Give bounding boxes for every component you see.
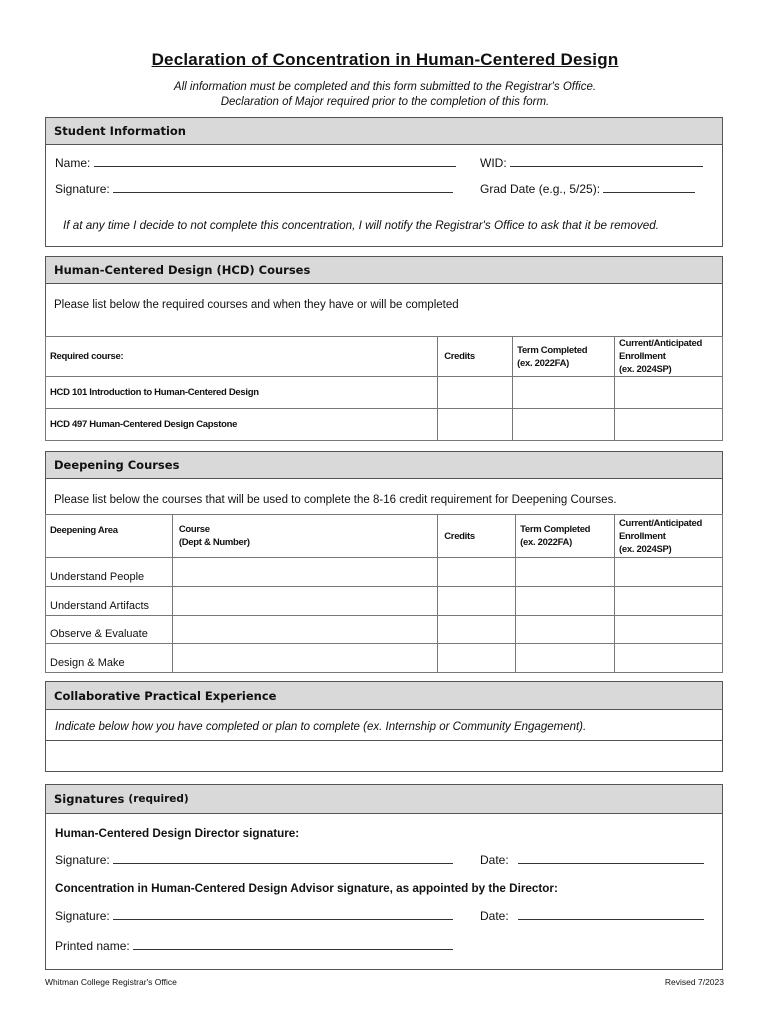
deepening-term-cell[interactable] (516, 644, 615, 673)
table-row (46, 644, 723, 673)
deepening-col-term-completed (516, 515, 615, 558)
wid-label: WID: (480, 156, 507, 170)
hcd-enrollment-label-1: Current/Anticipated (619, 338, 703, 349)
deepening-enrollment-cell[interactable] (615, 644, 723, 673)
table-row (46, 377, 723, 409)
director-title: Human-Centered Design Director signature: (55, 827, 300, 840)
student-signature-label: Signature: (55, 182, 110, 196)
deepening-col-credits: Credits (438, 515, 516, 558)
subtitle-line-1: All information must be completed and this form submitted to the Registrar's Office. (173, 81, 597, 93)
deepening-instructions: Please list below the courses that will be used to complete the 8-16 credit requirement for Deepening Courses. (54, 494, 617, 506)
director-signature-field[interactable] (55, 852, 453, 867)
director-date-field[interactable] (480, 852, 704, 867)
advisor-date-label: Date: (480, 909, 509, 923)
director-date-label: Date: (480, 853, 509, 867)
collab-instructions: Indicate below how you have completed or plan to complete (ex. Internship or Community Engagement). (55, 721, 587, 733)
table-row (46, 558, 723, 587)
advisor-signature-label: Signature: (55, 909, 110, 923)
grad-date-field[interactable] (480, 181, 695, 196)
deepening-area-observe-evaluate: Observe & Evaluate (46, 616, 173, 644)
deepening-credits-cell[interactable] (438, 558, 516, 587)
deepening-table-header-row (46, 515, 723, 558)
hcd-term-completed-label: Term Completed (517, 344, 588, 356)
deepening-enrollment-cell[interactable] (615, 616, 723, 644)
advisor-date-field[interactable] (480, 908, 704, 923)
hcd-101-term-cell[interactable] (513, 377, 615, 409)
director-signature-label: Signature: (55, 853, 110, 867)
deepening-term-completed-example: (ex. 2022FA) (520, 537, 572, 548)
hcd-497-credits-cell[interactable] (438, 409, 513, 441)
hcd-497-term-cell[interactable] (513, 409, 615, 441)
footer-revised: Revised 7/2023 (664, 977, 724, 987)
deepening-area-understand-artifacts: Understand Artifacts (46, 587, 173, 616)
hcd-col-enrollment (615, 337, 723, 377)
table-row (46, 587, 723, 616)
printed-name-label: Printed name: (55, 939, 130, 953)
student-info-header: Student Information (46, 118, 722, 145)
deepening-course-sublabel: (Dept & Number) (178, 537, 250, 548)
hcd-enrollment-example: (ex. 2024SP) (619, 364, 672, 375)
deepening-area-design-make: Design & Make (46, 644, 173, 673)
deepening-enrollment-cell[interactable] (615, 558, 723, 587)
hcd-instructions: Please list below the required courses and when they have or will be completed (54, 299, 459, 311)
hcd-101-credits-cell[interactable] (438, 377, 513, 409)
deepening-col-enrollment (615, 515, 723, 558)
hcd-101-enrollment-cell[interactable] (615, 377, 723, 409)
advisor-title: Concentration in Human-Centered Design Advisor signature, as appointed by the Director: (55, 882, 558, 895)
hcd-col-required-course: Required course: (46, 337, 438, 377)
name-label: Name: (55, 156, 91, 170)
page-title: Declaration of Concentration in Human-Centered Design (151, 50, 619, 69)
name-field[interactable] (55, 155, 456, 170)
hcd-course-497: HCD 497 Human-Centered Design Capstone (46, 409, 438, 441)
hcd-table-header-row (46, 337, 723, 377)
table-row (46, 409, 723, 441)
deepening-col-area: Deepening Area (46, 515, 173, 558)
deepening-course-cell[interactable] (172, 616, 437, 644)
deepening-enrollment-example: (ex. 2024SP) (619, 543, 672, 555)
signatures-header (46, 785, 722, 814)
deepening-term-cell[interactable] (516, 558, 615, 587)
hcd-section (45, 256, 723, 337)
grad-date-label: Grad Date (e.g., 5/25): (480, 182, 601, 196)
footer-office: Whitman College Registrar's Office (45, 977, 177, 987)
hcd-col-term-completed (513, 337, 615, 377)
deepening-credits-cell[interactable] (438, 644, 516, 673)
deepening-term-completed-label: Term Completed (520, 524, 591, 535)
collab-response-field[interactable] (46, 741, 722, 771)
deepening-term-cell[interactable] (516, 587, 615, 616)
deepening-credits-cell[interactable] (438, 587, 516, 616)
advisor-signature-field[interactable] (55, 908, 453, 923)
deepening-table (45, 514, 723, 673)
subtitle-line-2: Declaration of Major required prior to the completion of this form. (220, 96, 550, 108)
deepening-course-label: Course (178, 524, 210, 535)
wid-field[interactable] (480, 155, 703, 170)
deepening-credits-cell[interactable] (438, 616, 516, 644)
deepening-col-course (172, 515, 437, 558)
deepening-course-cell[interactable] (172, 644, 437, 673)
printed-name-field[interactable] (55, 938, 453, 953)
deepening-course-cell[interactable] (172, 558, 437, 587)
signatures-header-title: Signatures (54, 792, 125, 806)
signatures-header-note: (required) (128, 793, 189, 805)
deepening-course-cell[interactable] (172, 587, 437, 616)
hcd-header: Human-Centered Design (HCD) Courses (46, 257, 722, 284)
removal-notice: If at any time I decide to not complete this concentration, I will notify the Registrar's Office to ask that it be removed. (63, 219, 659, 232)
deepening-term-cell[interactable] (516, 616, 615, 644)
hcd-col-credits: Credits (438, 337, 513, 377)
deepening-enrollment-cell[interactable] (615, 587, 723, 616)
hcd-enrollment-label-2: Enrollment (619, 351, 666, 362)
collab-header: Collaborative Practical Experience (46, 682, 722, 710)
table-row (46, 616, 723, 644)
student-signature-field[interactable] (55, 181, 453, 196)
deepening-enrollment-label-1: Current/Anticipated (619, 517, 702, 529)
deepening-area-understand-people: Understand People (46, 558, 173, 587)
hcd-497-enrollment-cell[interactable] (615, 409, 723, 441)
hcd-term-completed-example: (ex. 2022FA) (517, 357, 569, 369)
hcd-table (45, 336, 723, 441)
deepening-header: Deepening Courses (46, 452, 722, 479)
deepening-enrollment-label-2: Enrollment (619, 530, 666, 542)
hcd-course-101: HCD 101 Introduction to Human-Centered Design (46, 377, 438, 409)
